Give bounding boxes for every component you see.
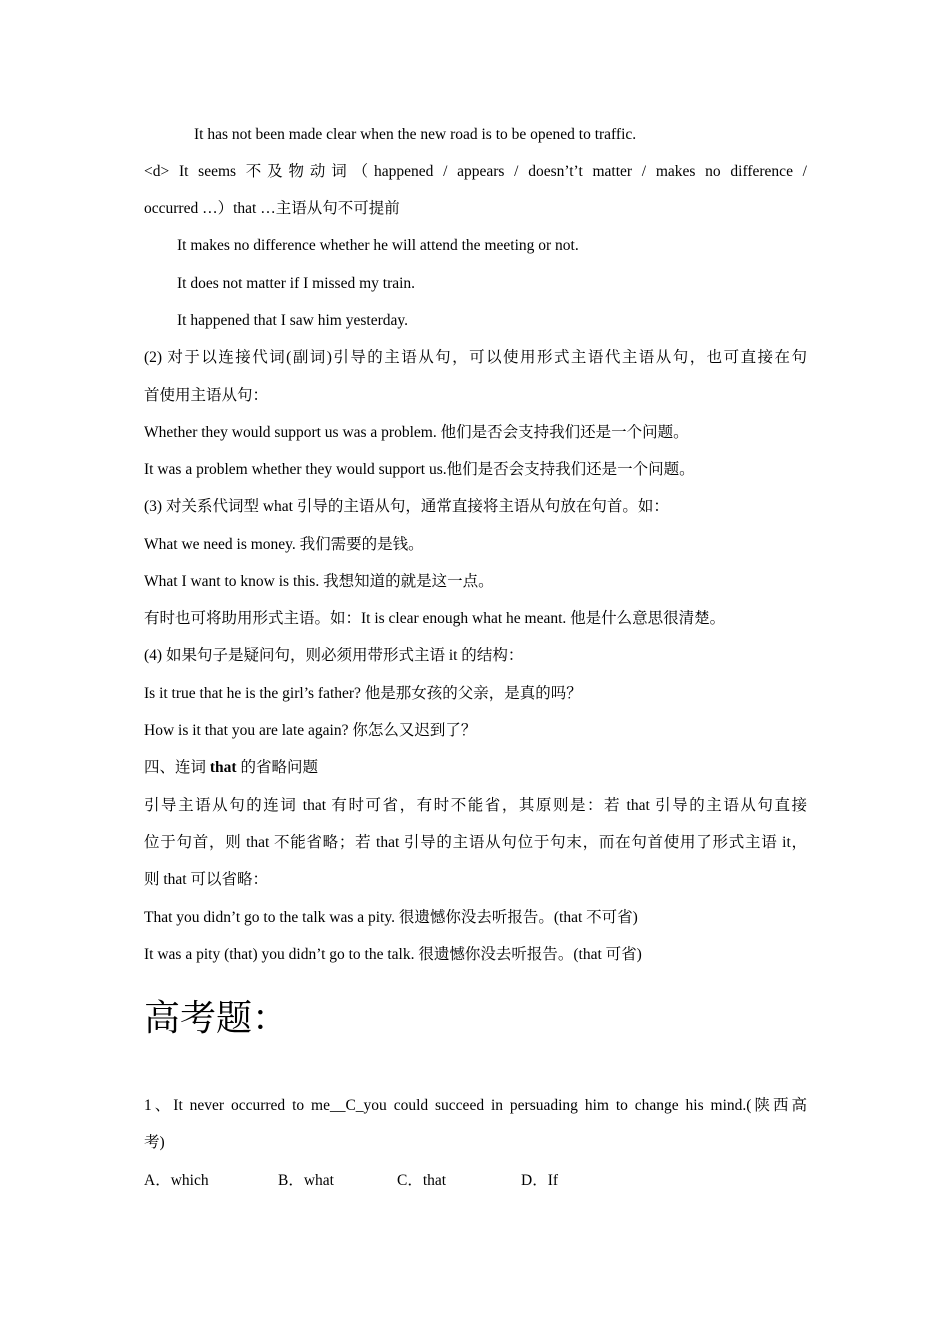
option-d: D．If [521,1172,559,1189]
rule-line: occurred …）that …主语从句不可提前 [144,200,400,217]
rule-line: 则 that 可以省略： [144,871,268,888]
rule-heading: (2) 对于以连接代词(副词)引导的主语从句，可以使用形式主语代主语从句，也可直接在句 [144,349,807,366]
rule-heading: (4) 如果句子是疑问句，则必须用带形式主语 it 的结构： [144,647,524,664]
rule-heading: (3) 对关系代词型 what 引导的主语从句，通常直接将主语从句放在句首。如： [144,498,669,515]
rule-line: <d> It seems 不及物动词（happened / appears / doesn’t’t matter / makes no difference / [144,163,807,180]
option-b: B．what [278,1172,334,1189]
option-c: C．that [397,1172,447,1189]
example-sentence: How is it that you are late again? 你怎么又迟到了？ [144,722,477,739]
example-sentence: That you didn’t go to the talk was a pity. 很遗憾你没去听报告。(that 不可省) [144,909,638,926]
section-heading [144,758,318,778]
rule-line: 首使用主语从句： [144,387,269,404]
example-sentence: What I want to know is this. 我想知道的就是这一点。 [144,573,494,590]
example-sentence: It has not been made clear when the new road is to be opened to traffic. [194,126,637,143]
example-sentence: It was a problem whether they would support us.他们是否会支持我们还是一个问题。 [144,461,695,478]
rule-line: 引导主语从句的连词 that 有时可省，有时不能省，其原则是：若 that 引导的主语从句直接 [144,797,807,814]
example-sentence: What we need is money. 我们需要的是钱。 [144,536,424,553]
example-sentence: It happened that I saw him yesterday. [177,312,408,329]
question-stem-continued: 考) [144,1134,165,1151]
example-sentence: Whether they would support us was a problem. 他们是否会支持我们还是一个问题。 [144,424,689,441]
example-sentence: It makes no difference whether he will attend the meeting or not. [177,237,579,254]
example-sentence: It was a pity (that) you didn’t go to the talk. 很遗憾你没去听报告。(that 可省) [144,946,642,963]
option-a: A．which [144,1172,209,1189]
question-stem: 1、It never occurred to me__C_you could succeed in persuading him to change his mind.(陕西高 [144,1097,807,1114]
exam-heading: 高考题： [144,998,289,1038]
section-heading-prefix: 四、连词 [144,759,210,776]
section-heading-keyword: that [209,759,237,776]
rule-line: 位于句首，则 that 不能省略；若 that 引导的主语从句位于句末，而在句首使用了形式主语 it， [144,834,807,851]
example-sentence: It does not matter if I missed my train. [177,275,416,292]
section-heading-suffix: 的省略问题 [236,759,318,776]
rule-line: 有时也可将助用形式主语。如：It is clear enough what he meant. 他是什么意思很清楚。 [144,610,726,627]
example-sentence: Is it true that he is the girl’s father? 他是那女孩的父亲，是真的吗？ [144,685,582,702]
